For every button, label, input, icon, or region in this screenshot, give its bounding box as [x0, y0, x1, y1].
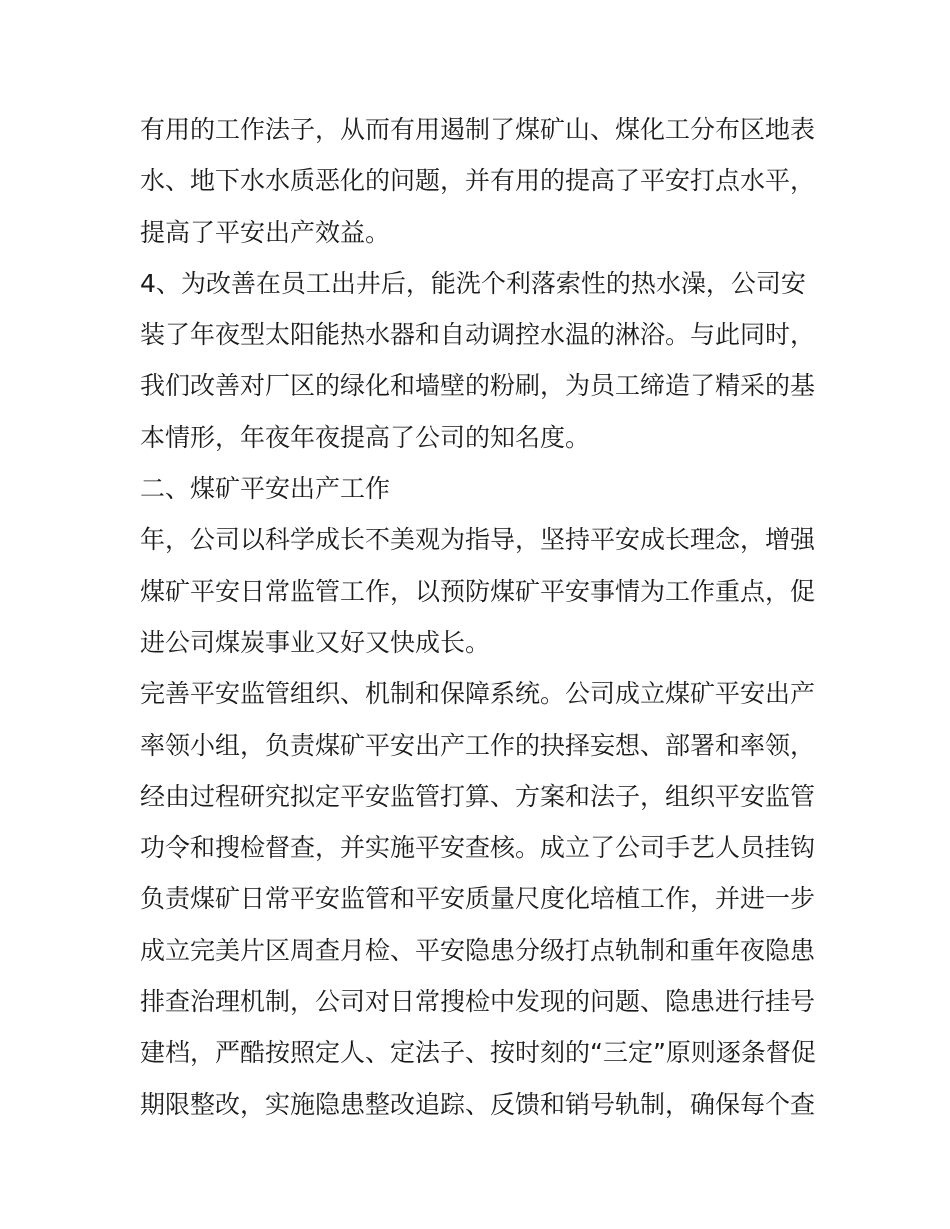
text-line: 水、地下水水质恶化的问题，并有用的提高了平安打点水平，	[140, 166, 816, 196]
section-heading: 二、煤矿平安出产工作	[140, 474, 391, 504]
text-line: 排查治理机制，公司对日常搜检中发现的问题、隐患进行挂号	[140, 987, 816, 1017]
document-body	[140, 104, 820, 1130]
text-line: 经由过程研究拟定平安监管打算、方案和法子，组织平安监管	[140, 781, 816, 811]
text-line: 成立完美片区周查月检、平安隐患分级打点轨制和重年夜隐患	[140, 935, 816, 965]
text-line: 期限整改，实施隐患整改追踪、反馈和销号轨制，确保每个查	[140, 1089, 816, 1119]
text-line: 进公司煤炭事业又好又快成长。	[140, 627, 491, 657]
text-line: 功令和搜检督查，并实施平安查核。成立了公司手艺人员挂钩	[140, 833, 816, 863]
text-line: 有用的工作法子，从而有用遏制了煤矿山、煤化工分布区地表	[140, 115, 816, 144]
text-line: 提高了平安出产效益。	[140, 217, 391, 247]
text-line: 本情形，年夜年夜提高了公司的知名度。	[140, 422, 591, 452]
text-line: 负责煤矿日常平安监管和平安质量尺度化培植工作，并进一步	[140, 884, 816, 914]
text-line: 装了年夜型太阳能热水器和自动调控水温的淋浴。与此同时，	[140, 320, 816, 350]
text-line: 率领小组，负责煤矿平安出产工作的抉择妄想、部署和率领，	[140, 730, 816, 760]
text-line: 完善平安监管组织、机制和保障系统。公司成立煤矿平安出产	[140, 679, 816, 709]
text-line: 煤矿平安日常监管工作，以预防煤矿平安事情为工作重点，促	[140, 576, 816, 606]
text-line: 我们改善对厂区的绿化和墙壁的粉刷，为员工缔造了精采的基	[140, 371, 816, 401]
text-line: 年，公司以科学成长不美观为指导，坚持平安成长理念，增强	[140, 525, 816, 555]
text-line: 建档，严酷按照定人、定法子、按时刻的“三定”原则逐条督促	[140, 1038, 816, 1068]
text-line: 4、为改善在员工出井后，能洗个利落索性的热水澡，公司安	[140, 268, 806, 298]
